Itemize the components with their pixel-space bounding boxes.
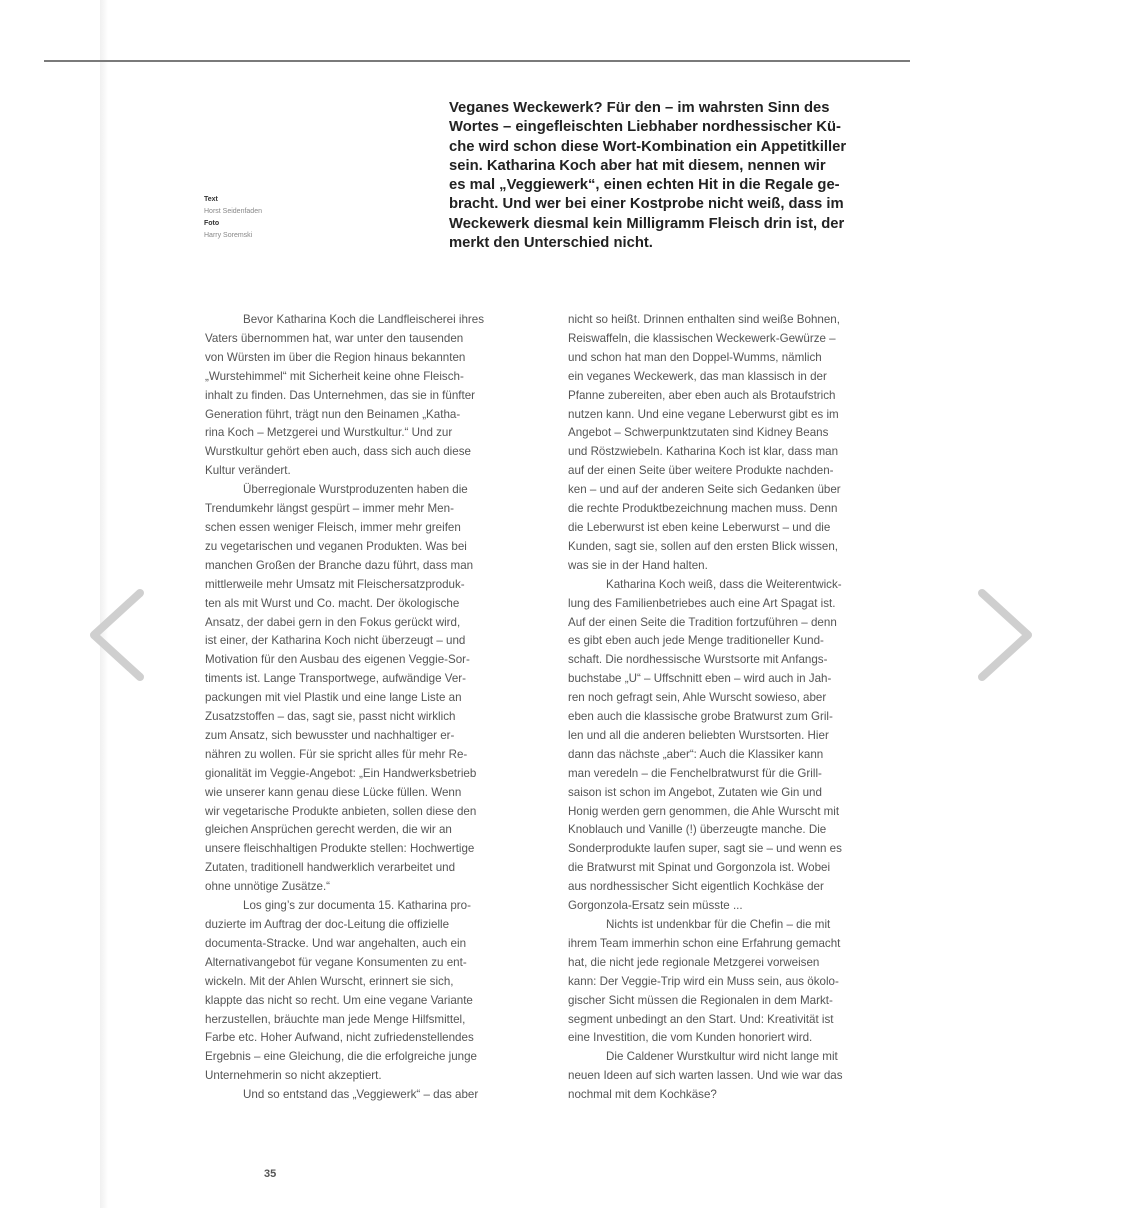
body-text-line: Honig werden gern genommen, die Ahle Wurscht mit: [568, 804, 840, 818]
body-text-line: wie unserer kann genau diese Lücke füllen. Wenn: [205, 785, 462, 799]
body-text-line: documenta-Stracke. Und war angehalten, auch ein: [205, 936, 467, 950]
body-text-line: gleichen Ansprüchen gerecht werden, die wir an: [205, 823, 452, 837]
body-text-line: Ansatz, der dabei gern in den Fokus gerückt wird,: [205, 615, 461, 629]
body-text-line: gischer Sicht müssen die Regionalen in dem Markt-: [568, 993, 833, 1007]
body-text-line: eben auch die klassische grobe Bratwurst zum Gril-: [568, 710, 833, 724]
body-text-line: saison ist schon im Angebot, Zutaten wie Gin und: [568, 785, 822, 799]
body-text-line: Angebot – Schwerpunktzutaten sind Kidney Beans: [568, 426, 829, 440]
body-text-line: aus nordhessischer Sicht eigentlich Kochkäse der: [568, 880, 824, 894]
body-text-line: timents ist. Lange Transportwege, aufwändige Ver-: [205, 672, 467, 686]
article-column-right: [568, 311, 913, 1105]
body-text-line: Pfanne zubereiten, aber eben auch als Brotaufstrich: [568, 388, 836, 402]
next-page-button[interactable]: [974, 589, 1038, 681]
body-text-line: Motivation für den Ausbau des eigenen Veggie-Sor-: [205, 653, 470, 667]
body-text-line: ist einer, der Katharina Koch nicht überzeugt – und: [205, 634, 466, 648]
body-text-line: Vaters übernommen hat, war unter den tausenden: [205, 331, 464, 345]
body-text-line: Die Caldener Wurstkultur wird nicht lange mit: [606, 1050, 838, 1064]
body-text-line: die Bratwurst mit Spinat und Gorgonzola ist. Wobei: [568, 861, 831, 875]
body-text-line: Bevor Katharina Koch die Landfleischerei ihres: [243, 313, 485, 326]
body-text-line: ein veganes Weckewerk, das man klassisch in der: [568, 369, 827, 383]
body-text-line: zum Ansatz, sich bewusster und nachhaltiger er-: [205, 728, 455, 742]
body-text-line: Farbe etc. Hoher Aufwand, nicht zufriedenstellendes: [205, 1031, 474, 1045]
intro-line: Wortes – eingefleischten Liebhaber nordhessischer Kü-: [449, 119, 841, 136]
body-text-line: die rechte Produktbezeichnung machen muss. Denn: [568, 502, 838, 516]
body-text-line: kann: Der Veggie-Trip wird ein Muss sein, aus ökolo-: [568, 974, 839, 988]
credits-photo-author: Harry Soremski: [204, 232, 253, 239]
body-text-line: mittlerweile mehr Umsatz mit Fleischersatzproduk-: [205, 577, 465, 591]
body-text-line: ihrem Team immerhin schon eine Erfahrung gemacht: [568, 936, 841, 950]
body-text-line: hat, die nicht jede regionale Metzgerei vorweisen: [568, 955, 820, 969]
body-text-line: neuen Ideen auf sich warten lassen. Und wie war das: [568, 1069, 843, 1083]
body-text-line: Wurstkultur gehört eben auch, dass sich auch diese: [205, 445, 471, 459]
body-text-line: zu vegetarischen und veganen Produkten. Was bei: [205, 539, 467, 553]
body-text-line: nicht so heißt. Drinnen enthalten sind weiße Bohnen,: [568, 313, 840, 326]
body-text-line: packungen mit viel Plastik und eine lange Liste an: [205, 691, 462, 705]
body-text-line: Katharina Koch weiß, dass die Weiterentwick-: [606, 577, 842, 591]
body-text-line: Unternehmerin so nicht akzeptiert.: [205, 1069, 382, 1083]
body-text-line: lung des Familienbetriebes auch eine Art Spagat ist.: [568, 596, 836, 610]
body-text-line: dann das nächste „aber“: Auch die Klassiker kann: [568, 747, 824, 761]
body-text-line: wir vegetarische Produkte anbieten, sollen diese den: [205, 804, 477, 818]
body-text-line: Gorgonzola-Ersatz sein müsste ...: [568, 899, 743, 913]
body-text-line: Reiswaffeln, die klassischen Weckewerk-Gewürze –: [568, 331, 836, 345]
intro-line: sein. Katharina Koch aber hat mit diesem, nennen wir: [449, 157, 826, 174]
article-column-left: [205, 311, 550, 1105]
intro-line: es mal „Veggiewerk“, einen echten Hit in die Regale ge-: [449, 177, 840, 194]
body-text-line: ken – und auf der anderen Seite sich Gedanken über: [568, 483, 841, 497]
body-text-line: gionalität im Veggie-Angebot: „Ein Handwerksbetrieb: [205, 766, 477, 780]
body-text-line: duzierte im Auftrag der doc-Leitung die offizielle: [205, 918, 450, 931]
body-text-line: Zusatzstoffen – das, sagt sie, passt nicht wirklich: [205, 710, 456, 724]
body-text-line: unsere fleischhaltigen Produkte stellen: Hochwertige: [205, 842, 475, 856]
body-text-line: Kultur verändert.: [205, 464, 291, 478]
body-text-line: die Leberwurst ist eben keine Leberwurst – und die: [568, 520, 831, 534]
body-text-line: und schon hat man den Doppel-Wumms, nämlich: [568, 350, 822, 364]
body-text-line: len und all die anderen beliebten Wurstsorten. Hier: [568, 728, 829, 742]
body-text-line: Zutaten, traditionell handwerklich verarbeitet und: [205, 861, 456, 875]
credits: [204, 194, 364, 242]
body-text-line: Nichts ist undenkbar für die Chefin – die mit: [606, 918, 831, 931]
body-text-line: klappte das nicht so recht. Um eine vegane Variante: [205, 993, 473, 1007]
intro-paragraph: [449, 99, 899, 253]
body-text-line: buchstabe „U“ – Uffschnitt eben – wird auch in Jah-: [568, 672, 832, 686]
body-text-line: nochmal mit dem Kochkäse?: [568, 1088, 717, 1102]
body-text-line: Knoblauch und Vanille (!) überzeugte manche. Die: [568, 823, 827, 837]
body-text-line: Überregionale Wurstproduzenten haben die: [243, 483, 468, 497]
body-text-line: ohne unnötige Zusätze.“: [205, 880, 331, 894]
body-text-line: und Röstzwiebeln. Katharina Koch ist klar, dass man: [568, 445, 839, 459]
body-text-line: ren noch gefragt sein, Ahle Wurscht sowieso, aber: [568, 691, 827, 705]
body-text-line: was sie in der Hand halten.: [568, 558, 708, 572]
chevron-right-icon: [974, 589, 1038, 681]
top-rule: [44, 60, 910, 62]
previous-page-button[interactable]: [84, 589, 148, 681]
body-text-line: Generation führt, trägt nun den Beinamen „Katha-: [205, 407, 461, 421]
credits-text-label: Text: [204, 196, 218, 203]
body-text-line: inhalt zu finden. Das Unternehmen, das sie in fünfter: [205, 388, 476, 402]
body-text-line: „Wurstehimmel“ mit Sicherheit keine ohne Fleisch-: [205, 369, 464, 383]
body-text-line: rina Koch – Metzgerei und Wurstkultur.“ Und zur: [205, 426, 453, 440]
body-text-line: nähren zu wollen. Für sie spricht alles für mehr Re-: [205, 747, 468, 761]
intro-line: Weckewerk diesmal kein Milligramm Fleisch drin ist, der: [449, 215, 845, 232]
body-text-line: segment unbedingt an den Start. Und: Kreativität ist: [568, 1012, 834, 1026]
body-text-line: wickeln. Mit der Ahlen Wurscht, erinnert sie sich,: [205, 974, 454, 988]
intro-line: Veganes Weckewerk? Für den – im wahrsten Sinn des: [449, 100, 830, 116]
body-text-line: Ergebnis – eine Gleichung, die die erfolgreiche junge: [205, 1050, 477, 1064]
body-text-line: herzustellen, bräuchte man jede Menge Hilfsmittel,: [205, 1012, 466, 1026]
body-text-line: manchen Großen der Branche dazu führt, dass man: [205, 558, 474, 572]
body-text-line: Auf der einen Seite die Tradition fortzuführen – denn: [568, 615, 837, 629]
chevron-left-icon: [84, 589, 148, 681]
intro-line: bracht. Und wer bei einer Kostprobe nicht weiß, dass im: [449, 196, 844, 213]
intro-line: merkt den Unterschied nicht.: [449, 235, 653, 252]
body-text-line: auf der einen Seite über weitere Produkte nachden-: [568, 464, 834, 478]
body-text-line: Los ging’s zur documenta 15. Katharina pro-: [243, 899, 471, 913]
credits-text-author: Horst Seidenfaden: [204, 208, 262, 215]
body-text-line: Alternativangebot für vegane Konsumenten zu ent-: [205, 955, 467, 969]
body-text-line: ten als mit Wurst und Co. macht. Der ökologische: [205, 596, 460, 610]
body-text-line: man veredeln – die Fenchelbratwurst für die Grill-: [568, 766, 822, 780]
body-text-line: eine Investition, die vom Kunden honoriert wird.: [568, 1031, 813, 1045]
body-text-line: Und so entstand das „Veggiewerk“ – das aber: [243, 1088, 479, 1102]
credits-photo-label: Foto: [204, 220, 220, 227]
body-text-line: Trendumkehr längst gespürt – immer mehr Men-: [205, 502, 454, 516]
body-text-line: Kunden, sagt sie, sollen auf den ersten Blick wissen,: [568, 539, 839, 553]
body-text-line: schen essen weniger Fleisch, immer mehr greifen: [205, 520, 461, 534]
body-text-line: schaft. Die nordhessische Wurstsorte mit Anfangs-: [568, 653, 828, 667]
intro-line: che wird schon diese Wort-Kombination ein Appetitkiller: [449, 138, 847, 155]
page-number: 35: [264, 1168, 277, 1180]
body-text-line: es gibt eben auch jede Menge traditioneller Kund-: [568, 634, 824, 648]
body-text-line: Sonderprodukte laufen super, sagt sie – und wenn es: [568, 842, 842, 856]
body-text-line: nutzen kann. Und eine vegane Leberwurst gibt es im: [568, 407, 839, 421]
body-text-line: von Würsten im über die Region hinaus bekannten: [205, 350, 466, 364]
